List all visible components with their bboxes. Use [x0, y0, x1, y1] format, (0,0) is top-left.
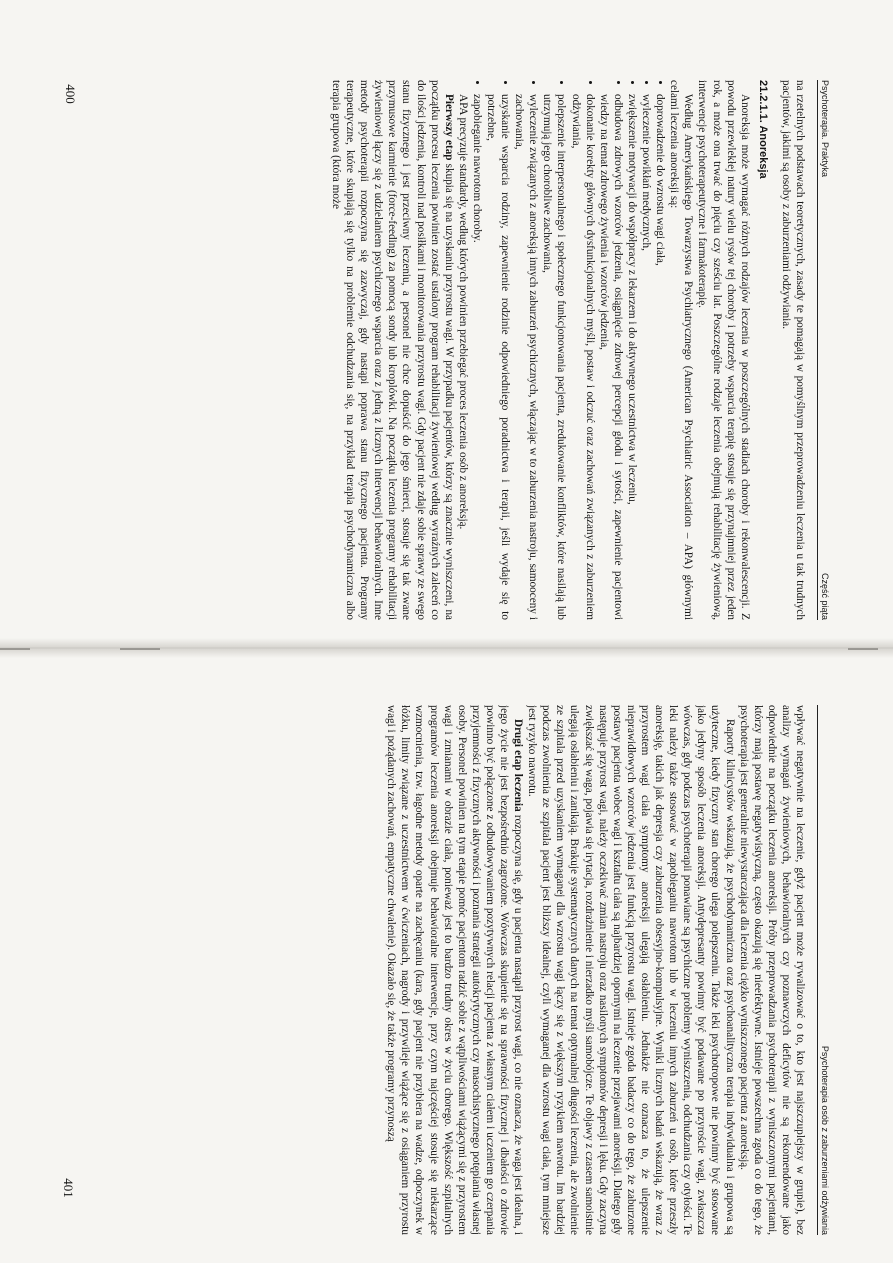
list-item: • doprowadzenie do wzrostu wagi ciała, [653, 94, 667, 620]
list-item: • odbudowa zdrowych wzorców jedzenia, osiągnięcie zdrowej percepcji głodu i sytości, zapewnienie pacjentowi wiedzy na temat zdrowego żywienia i wzorców jedzenia, [597, 94, 625, 620]
paragraph [384, 705, 525, 1235]
right-page [90, 705, 830, 1235]
header-left: Psychoterapia. Praktyka [820, 80, 830, 178]
page-body [329, 80, 807, 620]
goals-list [470, 80, 667, 620]
running-header [817, 80, 830, 620]
running-header [817, 705, 830, 1235]
gutter-mark [120, 648, 160, 650]
list-item: • polepszenie interpersonalnego i społecznego funkcjonowania pacjenta, zredukowanie konfliktów, które nasilają lub utrzymują jego chorobliwe zachowania, [540, 94, 568, 620]
list-item: • zapobieganie nawrotom choroby. [470, 94, 484, 620]
paragraph: Według Amerykańskiego Towarzystwa Psychiatrycznego (American Psychiatric Association – APA) głównymi celami leczenia anoreksji są: [668, 80, 695, 620]
page-body [384, 705, 807, 1235]
paragraph [329, 80, 456, 620]
bold-lead: Pierwszy etap [442, 94, 455, 161]
list-item: • uzyskanie wsparcia rodziny, zapewnienie rodzinie odpowiedniego poradnictwa i terapii, jeśli wydaje się to potrzebne, [484, 94, 512, 620]
page-number-right: 401 [60, 1178, 76, 1198]
header-right: Część piąta [820, 572, 830, 620]
gutter-mark [0, 648, 30, 650]
bold-lead: Drugi etap leczenia [512, 719, 525, 812]
list-item: • dokonanie korekty głównych dysfunkcjonalnych myśli, postaw i odczuć oraz zachowań związanych z zaburzeniem odżywiania, [569, 94, 597, 620]
paragraph-text: skupia się na uzyskaniu przyrostu wagi. W przypadku pacjentów, którzy są znacznie wyniszczeni, na początku procesu leczenia powinien zostać ustalony program rehabilitacji żywieniowej według wyraźnych zaleceń co do ilości jedzenia, kontroli nad posiłkami i monitorowania przyrostu wagi. Gdy pacjent nie zdaje sobie sprawy ze swego stanu fizycznego i jest przeciwny leczeniu, a personel nie chce dopuścić do jego śmierci, stosuje się tak zwane przymusowe karmienie (force-feeding) za pomocą sondy lub kroplówki. Na początku leczenia programy rehabilitacji żywieniowej łączy się z udzielaniem psychicznego wsparcia oraz z jedną z licznych interwencji behawioralnych. Inne metody psychoterapii rozpoczyna się zazwyczaj, gdy nastąpi poprawa stanu fizycznego pacjenta. Programy terapeutyczne, które skupiają się tylko na problemie odchudzania się, na przykład terapia psychodynamiczna albo terapia grupowa (która może [330, 80, 455, 620]
section-heading: 21.2.1.1. Anoreksja [756, 80, 769, 179]
paragraph: APA precyzuje standardy, według których powinien przebiegać proces leczenia osób z anoreksją. [456, 94, 469, 530]
paragraph: Anoreksja może wymagać różnych rodzajów leczenia w poszczególnych stadiach choroby i rekonwalescencji. Z powodu przewlekłej natury wielu rysów tej choroby i potrzeby wsparcia terapię stosuje się przynajmniej przez jeden rok, a może ona trwać do pięciu czy sześciu lat. Poszczególne rodzaje leczenia obejmują rehabilitację żywieniową, interwencje psychoterapeutyczne i farmakoterapię. [696, 80, 751, 620]
list-item: • zwiększenie motywacji do współpracy z lekarzem i do aktywnego uczestnictwa w leczeniu, [625, 94, 639, 620]
paragraph: Raporty klinicystów wskazują, że psychodynamiczna oraz psychoanalityczna terapia indywidualna i grupowa są użyteczne, kiedy fizyczny stan chorego ulega polepszeniu. Także leki psychotropowe nie powinny być stosowane jako jedyny sposób leczenia anoreksji. Antydepresanty powinny być podawane po przyroście wagi, zwłaszcza wówczas, gdy podczas psychoterapii ponawiane są psychiczne problemy wyniszczenia, odchudzania czy otyłości. Te leki należy także stosować w zapobieganiu nawrotom lub w leczeniu innych zaburzeń u osób, które przeszły anoreksję, takich jak depresja czy zaburzenia obsesyjno-kompulsyjne. Wyniki licznych badań wskazują, że wraz z przyrostem wagi ciała symptomy anoreksji ulegają osłabieniu. Jednakże nie oznacza to, że ulepszenie nieprawidłowych wzorców jedzenia jest funkcją przyrostu wagi. Istnieje zgoda badaczy co do tego, że zaburzone postawy pacjenta wobec wagi i kształtu ciała są najbardziej opornymi na leczenie przejawami anoreksji. Dlatego gdy następuje przyrost wagi, należy oczekiwać zmian nastroju oraz nasilonych symptomów depresji i lęku. Gdy zaczyna zwiększać się waga, pojawia się irytacja, rozdrażnienie i nierzadko myśli samobójcze. Te objawy z czasem samoistnie ulegają osłabieniu i zanikają. Brakuje systematycznych danych na temat optymalnej długości leczenia, ale zwolnienie ze szpitala przed uzyskaniem wymaganej dla wzrostu wagi łączy się z większym ryzykiem nawrotu. Im bardziej podczas zwolnienia ze szpitala pacjent jest bliższy idealnej, czyli wymaganej dla wzrostu wagi ciała, tym mniejsze jest ryzyko nawrotu. [526, 705, 736, 1235]
paragraph-text: rozpoczyna się, gdy u pacjenta nastąpił przyrost wagi, co nie oznacza, że waga jest idealna, i jego życie nie jest bezpośrednio zagrożone. Wówczas skupienie się na sprawności fizycznej i dbałości o zdrowie powinno być połączone z odbudowywaniem pozytywnych relacji pacjenta z własnym ciałem i uczeniem go czerpania przyjemności z fizycznych aktywności i poznania strategii autokrytycznych czy masochistycznego potępiania własnej osoby. Personel powinien na tym etapie pomóc pacjentom radzić sobie z wątpliwościami wiążącymi się z przyrostem wagi i zmianami w obrazie ciała, ponieważ jest to bardzo trudny okres w życiu chorego. Większość szpitalnych programów leczenia anoreksji obejmuje behawioralne interwencje, przy czym najczęściej stosuje się niekarzące wzmocnienia, tzw. łagodne metody oparte na zachęcaniu (kara, gdy pacjent nie przybiera na wadze, odpoczynek w łóżku, limity związane z uczestnictwem w ćwiczeniach, nagrody i przywileje wiążące się z osiąganiem przyrostu wagi i pożądanych zachowań, empatyczne chwalenie). Okazało się, że także programy przynoszą [385, 705, 525, 1235]
intro-paragraph: na rzetelnych podstawach teoretycznych, zasady te pomagają w pomyślnym przeprowadzeniu leczenia u tak trudnych pacjentów, jakimi są osoby z zaburzeniami odżywiania. [779, 80, 806, 620]
paragraph: wpływać negatywnie na leczenie, gdyż pacjent może rywalizować o to, kto jest najszczuplejszy w grupie), bez analizy wymagań żywieniowych, behawioralnych czy poznawczych deficytów nie są rekomendowane jako odpowiednie na początku leczenia anoreksji. Próby przeprowadzania psychoterapii z wyniszczonymi pacjentami, którzy mają postawę negatywistyczną, często okazują się nieefektywne. Istnieje powszechna zgoda co do tego, że psychoterapia jest generalnie niewystarczająca dla leczenia ciężko wyniszczonego pacjenta z anoreksją. [737, 705, 806, 1235]
left-page [90, 80, 830, 620]
header-right: Psychoterapia osób z zaburzeniami odżywiania [820, 1045, 830, 1235]
list-item: • wyleczenie powikłań medycznych, [639, 94, 653, 620]
gutter-mark [848, 648, 878, 650]
list-item: • wyleczenie związanych z anoreksją innych zaburzeń psychicznych, włączając w to zaburzenia nastroju, samooceny i zachowania, [512, 94, 540, 620]
page-number-left: 400 [62, 84, 78, 104]
